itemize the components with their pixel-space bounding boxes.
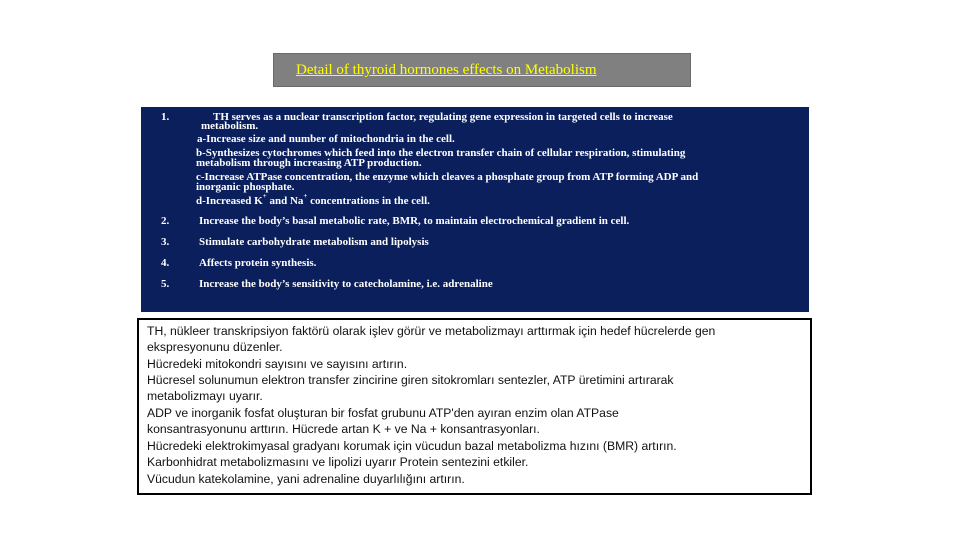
- sub-item-a: a-Increase size and number of mitochondria in the cell.: [197, 133, 455, 145]
- item-number: 2.: [161, 215, 170, 227]
- translation-line: konsantrasyonunu arttırın. Hücrede artan K + ve Na + konsantrasyonları.: [147, 422, 540, 436]
- sub-item-d-suffix: concentrations in the cell.: [307, 195, 430, 207]
- translation-line: ADP ve inorganik fosfat oluşturan bir fosfat grubunu ATP'den ayıran enzim olan ATPase: [147, 406, 619, 420]
- slide-title: Detail of thyroid hormones effects on Metabolism: [296, 62, 597, 78]
- translation-line: TH, nükleer transkripsiyon faktörü olarak işlev görür ve metabolizmayı arttırmak için hedef hücrelerde gen: [147, 324, 716, 338]
- sub-item-d-prefix: d-Increased K: [196, 195, 263, 207]
- item-3-text: Stimulate carbohydrate metabolism and lipolysis: [199, 236, 429, 248]
- item-2-text: Increase the body’s basal metabolic rate, BMR, to maintain electrochemical gradient in cell.: [199, 215, 630, 227]
- english-content-panel: [141, 107, 809, 312]
- sub-item-b-line-2: metabolism through increasing ATP production.: [196, 157, 422, 169]
- superscript-plus: +: [262, 192, 267, 200]
- item-number: 3.: [161, 236, 170, 248]
- translation-line: Hücresel solunumun elektron transfer zincirine giren sitokromları sentezler, ATP üretimini artırarak: [147, 373, 674, 387]
- translation-line: Vücudun katekolamine, yani adrenaline duyarlılığını artırın.: [147, 472, 465, 486]
- item-number: 5.: [161, 278, 170, 290]
- sub-item-d-mid: and Na: [266, 195, 304, 207]
- translation-line: ekspresyonunu düzenler.: [147, 340, 283, 354]
- sub-item-c-line-1: c-Increase ATPase concentration, the enzyme which cleaves a phosphate group from ATP forming ADP and: [196, 171, 699, 183]
- translation-box: [137, 318, 812, 495]
- superscript-plus: +: [303, 192, 308, 200]
- item-5-text: Increase the body’s sensitivity to catecholamine, i.e. adrenaline: [199, 278, 493, 290]
- translation-line: Hücredeki mitokondri sayısını ve sayısını artırın.: [147, 357, 408, 371]
- sub-item-d: [196, 192, 430, 207]
- item-1-line-1: TH serves as a nuclear transcription factor, regulating gene expression in targeted cells to increase: [213, 111, 673, 123]
- sub-item-b-line-1: b-Synthesizes cytochromes which feed into the electron transfer chain of cellular respiration, stimulating: [196, 147, 686, 159]
- translation-line: metabolizmayı uyarır.: [147, 389, 263, 403]
- translation-line: Hücredeki elektrokimyasal gradyanı korumak için vücudun bazal metabolizma hızını (BMR) artırın.: [147, 439, 677, 453]
- sub-item-c-line-2: inorganic phosphate.: [196, 181, 295, 193]
- item-4-text: Affects protein synthesis.: [199, 257, 317, 269]
- item-1-line-2: metabolism.: [201, 120, 259, 132]
- item-number: 4.: [161, 257, 170, 269]
- translation-line: Karbonhidrat metabolizmasını ve lipolizi uyarır Protein sentezini etkiler.: [147, 455, 529, 469]
- title-box: [273, 53, 691, 87]
- item-number: 1.: [161, 111, 170, 123]
